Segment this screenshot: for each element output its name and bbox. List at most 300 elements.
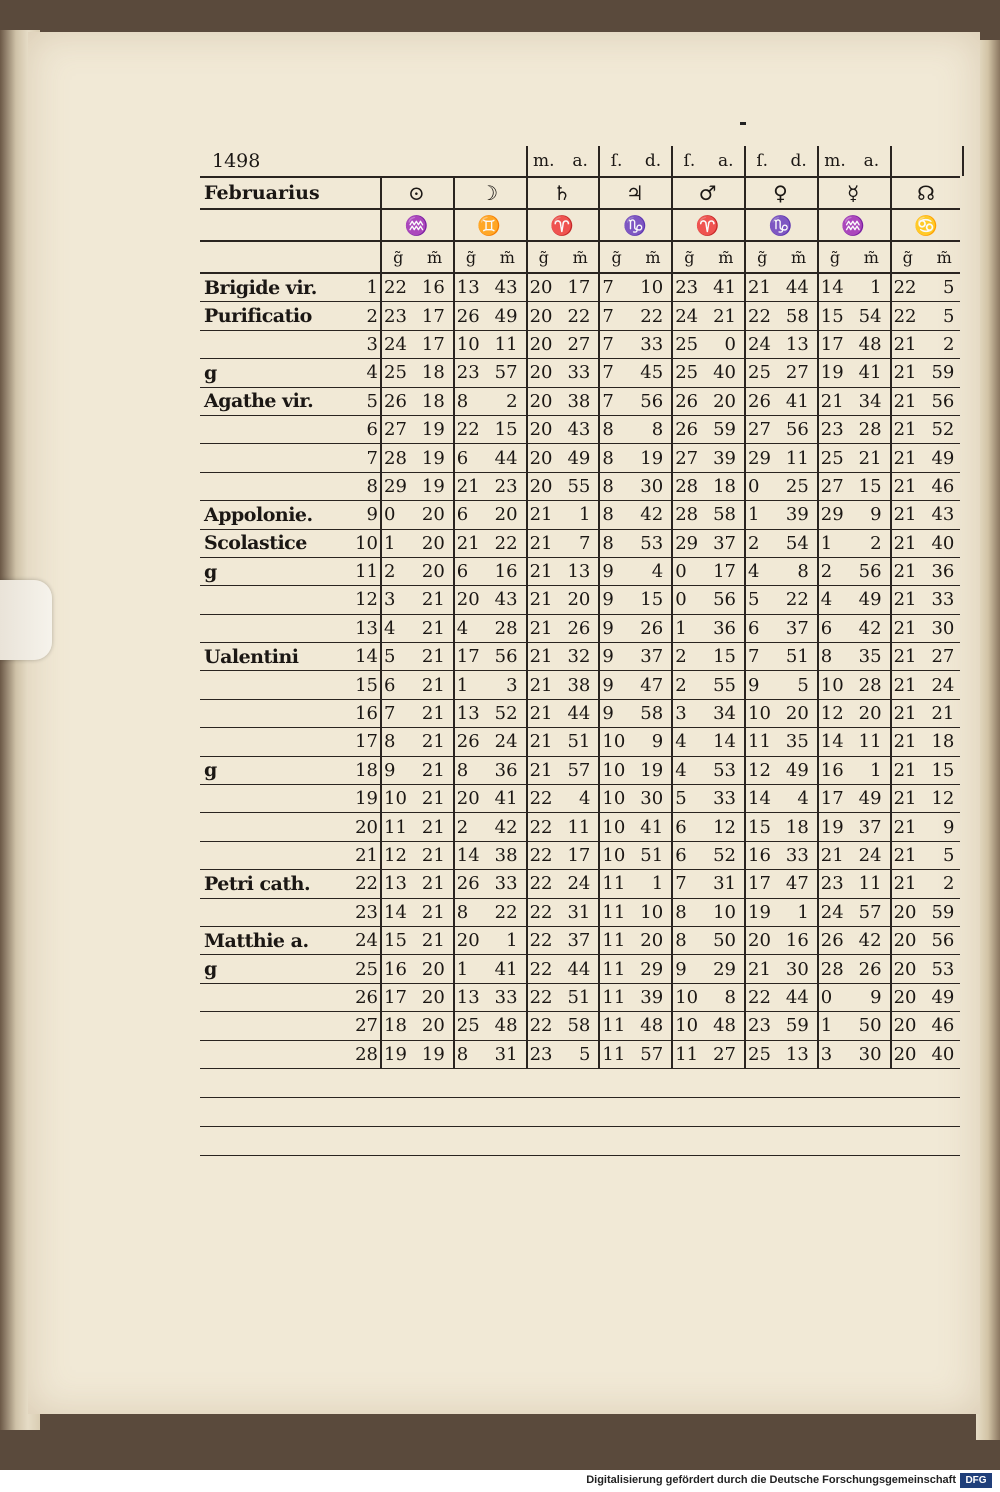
table-row bbox=[200, 785, 960, 813]
table-cell: 7 bbox=[602, 390, 614, 412]
table-cell: 15 bbox=[494, 419, 518, 441]
table-cell: 53 bbox=[931, 958, 955, 980]
table-cell: 23 bbox=[494, 475, 518, 497]
column-divider bbox=[817, 615, 819, 642]
table-cell: 49 bbox=[785, 759, 809, 781]
column-divider bbox=[453, 899, 455, 926]
column-divider bbox=[380, 501, 382, 528]
table-cell: 10 bbox=[602, 816, 626, 838]
table-cell: 41 bbox=[640, 816, 664, 838]
column-divider bbox=[671, 302, 673, 329]
column-divider bbox=[380, 671, 382, 698]
table-cell: 21 bbox=[529, 759, 553, 781]
table-row bbox=[200, 586, 960, 614]
table-cell: 39 bbox=[640, 986, 664, 1008]
table-cell: 12 bbox=[384, 845, 407, 866]
table-cell: 25 bbox=[456, 1015, 480, 1037]
table-cell: 47 bbox=[640, 674, 664, 696]
column-divider bbox=[671, 728, 673, 755]
table-cell: 7 bbox=[602, 305, 614, 327]
day-number: 2 bbox=[366, 305, 378, 327]
table-cell: 41 bbox=[713, 277, 736, 299]
table-cell: 8 bbox=[456, 1043, 469, 1065]
column-divider bbox=[453, 274, 455, 301]
table-cell: 44 bbox=[785, 986, 809, 1008]
table-cell: 21 bbox=[529, 561, 553, 583]
table-cell: 52 bbox=[713, 845, 736, 866]
table-cell: 0 bbox=[675, 589, 687, 611]
column-divider bbox=[890, 359, 892, 386]
column-divider bbox=[671, 785, 673, 812]
column-divider bbox=[890, 274, 892, 301]
column-divider bbox=[453, 870, 455, 897]
column-divider bbox=[744, 899, 746, 926]
table-cell: 9 bbox=[602, 646, 614, 668]
column-divider bbox=[890, 671, 892, 698]
table-cell: 22 bbox=[384, 277, 407, 299]
column-divider bbox=[526, 1012, 528, 1039]
column-divider bbox=[744, 615, 746, 642]
book-clasp bbox=[0, 580, 52, 660]
table-cell: 31 bbox=[567, 901, 591, 923]
column-divider bbox=[817, 927, 819, 954]
column-divider bbox=[453, 984, 455, 1011]
table-cell: 19 bbox=[421, 1043, 445, 1065]
table-cell: 21 bbox=[893, 504, 917, 526]
column-divider bbox=[671, 1041, 673, 1068]
table-cell: 34 bbox=[713, 703, 736, 725]
column-divider bbox=[453, 388, 455, 415]
table-cell: 8 bbox=[675, 930, 687, 952]
column-divider bbox=[744, 178, 746, 208]
table-cell: 20 bbox=[456, 589, 480, 611]
table-cell: 21 bbox=[421, 816, 445, 838]
day-number: 22 bbox=[355, 873, 378, 895]
column-divider bbox=[380, 785, 382, 812]
table-cell: 0 bbox=[675, 561, 687, 583]
column-divider bbox=[598, 700, 600, 727]
table-cell: 28 bbox=[858, 419, 882, 441]
table-cell: 21 bbox=[529, 617, 553, 639]
column-divider bbox=[890, 416, 892, 443]
table-cell: 2 bbox=[820, 561, 833, 583]
table-cell: 39 bbox=[785, 504, 809, 526]
table-cell: 25 bbox=[384, 362, 407, 384]
column-divider bbox=[380, 643, 382, 670]
table-cell: 14 bbox=[384, 901, 407, 923]
unit-label: m̃ bbox=[645, 247, 661, 267]
table-cell: 19 bbox=[640, 759, 664, 781]
column-divider bbox=[890, 473, 892, 500]
table-cell: 59 bbox=[785, 1015, 809, 1037]
table-cell: 0 bbox=[724, 333, 736, 355]
table-cell: 14 bbox=[748, 788, 771, 810]
column-divider bbox=[453, 615, 455, 642]
column-divider bbox=[890, 785, 892, 812]
table-cell: 1 bbox=[870, 277, 882, 299]
motion-label: d. bbox=[644, 151, 662, 171]
table-cell: 8 bbox=[384, 731, 396, 753]
table-cell: 20 bbox=[893, 930, 917, 952]
table-cell: 15 bbox=[931, 759, 955, 781]
table-cell: 20 bbox=[893, 901, 917, 923]
table-cell: 6 bbox=[456, 447, 469, 469]
table-cell: 10 bbox=[602, 788, 626, 810]
column-divider bbox=[817, 331, 819, 358]
table-cell: 20 bbox=[529, 362, 553, 384]
column-divider bbox=[598, 813, 600, 840]
unit-label: m̃ bbox=[863, 247, 879, 267]
unit-label: m̃ bbox=[936, 247, 952, 267]
column-divider bbox=[526, 530, 528, 557]
table-cell: 3 bbox=[384, 589, 396, 611]
column-divider bbox=[744, 359, 746, 386]
table-cell: 6 bbox=[456, 561, 469, 583]
column-divider bbox=[453, 501, 455, 528]
column-divider bbox=[526, 274, 528, 301]
column-divider bbox=[671, 842, 673, 869]
column-divider bbox=[671, 955, 673, 982]
table-cell: 19 bbox=[421, 447, 445, 469]
table-cell: 30 bbox=[640, 788, 664, 810]
column-divider bbox=[598, 444, 600, 471]
zodiac-sign: ♋ bbox=[914, 214, 938, 237]
blank-rows bbox=[200, 1069, 960, 1156]
table-cell: 21 bbox=[893, 390, 917, 412]
column-divider bbox=[453, 530, 455, 557]
table-cell: 58 bbox=[713, 504, 736, 526]
column-divider bbox=[744, 302, 746, 329]
table-cell: 1 bbox=[820, 1015, 833, 1037]
table-cell: 16 bbox=[494, 561, 518, 583]
column-divider bbox=[890, 444, 892, 471]
table-cell: 10 bbox=[456, 333, 480, 355]
table-row bbox=[200, 955, 960, 983]
table-cell: 24 bbox=[675, 305, 699, 327]
table-cell: 37 bbox=[785, 617, 809, 639]
table-cell: 17 bbox=[456, 646, 480, 668]
column-divider bbox=[526, 643, 528, 670]
table-row bbox=[200, 842, 960, 870]
table-row bbox=[200, 984, 960, 1012]
column-divider bbox=[817, 899, 819, 926]
table-cell: 15 bbox=[820, 305, 844, 327]
column-divider bbox=[526, 331, 528, 358]
column-divider bbox=[453, 210, 455, 240]
table-cell: 23 bbox=[456, 362, 480, 384]
table-cell: 20 bbox=[529, 390, 553, 412]
table-cell: 8 bbox=[456, 390, 469, 412]
table-cell: 7 bbox=[578, 532, 591, 554]
table-cell: 5 bbox=[942, 305, 955, 327]
table-row bbox=[200, 444, 960, 472]
table-cell: 20 bbox=[713, 390, 736, 412]
table-cell: 9 bbox=[870, 986, 882, 1008]
column-divider bbox=[817, 842, 819, 869]
table-cell: 49 bbox=[858, 788, 882, 810]
table-cell: 20 bbox=[893, 1015, 917, 1037]
column-divider bbox=[453, 444, 455, 471]
table-cell: 10 bbox=[748, 703, 771, 725]
column-divider bbox=[526, 870, 528, 897]
table-cell: 5 bbox=[748, 589, 760, 611]
table-cell: 51 bbox=[785, 646, 809, 668]
table-cell: 26 bbox=[675, 419, 699, 441]
column-divider bbox=[817, 586, 819, 613]
column-divider bbox=[453, 757, 455, 784]
table-cell: 10 bbox=[384, 788, 407, 810]
column-divider bbox=[817, 274, 819, 301]
column-divider bbox=[890, 1041, 892, 1068]
dfg-logo: DFG bbox=[960, 1473, 992, 1488]
table-cell: 29 bbox=[640, 958, 664, 980]
motion-label: ſ. bbox=[756, 151, 769, 171]
column-divider bbox=[890, 210, 892, 240]
table-cell: 56 bbox=[931, 390, 955, 412]
table-cell: 21 bbox=[421, 788, 445, 810]
table-cell: 24 bbox=[820, 901, 844, 923]
table-cell: 29 bbox=[713, 958, 736, 980]
column-divider bbox=[598, 274, 600, 301]
table-cell: 51 bbox=[567, 986, 591, 1008]
table-cell: 11 bbox=[602, 1015, 626, 1037]
table-cell: 54 bbox=[858, 305, 882, 327]
table-cell: 7 bbox=[384, 703, 396, 725]
table-cell: 19 bbox=[421, 419, 445, 441]
header-row-year bbox=[200, 146, 960, 178]
table-cell: 22 bbox=[529, 845, 553, 866]
table-cell: 35 bbox=[858, 646, 882, 668]
table-cell: 4 bbox=[820, 589, 833, 611]
column-divider bbox=[890, 728, 892, 755]
table-cell: 24 bbox=[567, 873, 591, 895]
day-number: 11 bbox=[355, 561, 378, 583]
column-divider bbox=[453, 785, 455, 812]
column-divider bbox=[526, 146, 528, 176]
table-cell: 20 bbox=[421, 958, 445, 980]
table-cell: 2 bbox=[675, 646, 687, 668]
table-cell: 23 bbox=[820, 419, 844, 441]
day-rows bbox=[200, 274, 960, 1069]
table-cell: 54 bbox=[785, 532, 809, 554]
table-cell: 46 bbox=[931, 475, 955, 497]
table-cell: 10 bbox=[640, 277, 664, 299]
column-divider bbox=[671, 416, 673, 443]
planet-symbol: ☽ bbox=[480, 181, 499, 205]
table-cell: 22 bbox=[529, 816, 553, 838]
table-cell: 10 bbox=[675, 1015, 699, 1037]
day-number: 14 bbox=[355, 646, 378, 668]
column-divider bbox=[526, 359, 528, 386]
table-cell: 14 bbox=[713, 731, 736, 753]
table-cell: 28 bbox=[675, 504, 699, 526]
column-divider bbox=[890, 178, 892, 208]
table-cell: 45 bbox=[640, 362, 664, 384]
table-cell: 21 bbox=[456, 532, 480, 554]
table-cell: 20 bbox=[858, 703, 882, 725]
day-number: 20 bbox=[355, 816, 378, 838]
column-divider bbox=[890, 813, 892, 840]
table-row bbox=[200, 813, 960, 841]
table-cell: 4 bbox=[651, 561, 664, 583]
table-cell: 20 bbox=[529, 475, 553, 497]
table-cell: 7 bbox=[602, 362, 614, 384]
table-cell: 33 bbox=[640, 333, 664, 355]
table-cell: 22 bbox=[529, 901, 553, 923]
table-cell: 8 bbox=[651, 419, 664, 441]
day-number: 25 bbox=[355, 958, 378, 980]
table-cell: 8 bbox=[820, 646, 833, 668]
saint-day-name: Petri cath. bbox=[204, 872, 311, 895]
table-cell: 4 bbox=[384, 617, 396, 639]
table-cell: 24 bbox=[858, 845, 882, 866]
saint-day-name: g bbox=[204, 560, 217, 583]
day-number: 6 bbox=[366, 419, 378, 441]
header-row-planets bbox=[200, 178, 960, 210]
column-divider bbox=[598, 473, 600, 500]
column-divider bbox=[380, 416, 382, 443]
column-divider bbox=[380, 728, 382, 755]
table-row bbox=[200, 274, 960, 302]
day-number: 12 bbox=[355, 589, 378, 611]
column-divider bbox=[453, 242, 455, 272]
table-cell: 21 bbox=[893, 362, 917, 384]
column-divider bbox=[526, 700, 528, 727]
column-divider bbox=[598, 955, 600, 982]
column-divider bbox=[380, 615, 382, 642]
table-cell: 24 bbox=[494, 731, 518, 753]
table-cell: 53 bbox=[640, 532, 664, 554]
zodiac-sign: ♑ bbox=[768, 214, 793, 237]
table-cell: 2 bbox=[456, 816, 469, 838]
table-cell: 16 bbox=[820, 759, 844, 781]
column-divider bbox=[453, 1041, 455, 1068]
table-cell: 21 bbox=[893, 447, 917, 469]
column-divider bbox=[380, 870, 382, 897]
motion-label: a. bbox=[718, 151, 734, 171]
column-divider bbox=[817, 700, 819, 727]
table-cell: 27 bbox=[384, 419, 407, 441]
column-divider bbox=[744, 242, 746, 272]
unit-label: g̃ bbox=[684, 247, 695, 267]
column-divider bbox=[453, 671, 455, 698]
column-divider bbox=[453, 473, 455, 500]
table-cell: 21 bbox=[713, 305, 736, 327]
table-cell: 20 bbox=[421, 1015, 445, 1037]
table-cell: 8 bbox=[456, 759, 469, 781]
table-cell: 19 bbox=[421, 475, 445, 497]
table-cell: 20 bbox=[529, 447, 553, 469]
column-divider bbox=[671, 671, 673, 698]
column-divider bbox=[671, 274, 673, 301]
motion-label: m. bbox=[533, 151, 555, 171]
table-cell: 53 bbox=[713, 759, 736, 781]
table-cell: 25 bbox=[748, 1043, 771, 1065]
table-cell: 50 bbox=[713, 930, 736, 952]
table-cell: 17 bbox=[713, 561, 736, 583]
table-cell: 35 bbox=[785, 731, 809, 753]
table-cell: 41 bbox=[494, 788, 518, 810]
table-cell: 10 bbox=[675, 986, 699, 1008]
table-cell: 26 bbox=[567, 617, 591, 639]
ink-dot bbox=[740, 122, 746, 125]
table-cell: 22 bbox=[640, 305, 664, 327]
table-cell: 21 bbox=[893, 788, 917, 810]
column-divider bbox=[817, 785, 819, 812]
table-cell: 51 bbox=[567, 731, 591, 753]
table-cell: 5 bbox=[578, 1043, 591, 1065]
table-row bbox=[200, 899, 960, 927]
table-cell: 21 bbox=[893, 475, 917, 497]
table-cell: 21 bbox=[421, 703, 445, 725]
table-cell: 1 bbox=[870, 759, 882, 781]
table-cell: 21 bbox=[893, 532, 917, 554]
column-divider bbox=[598, 146, 600, 176]
column-divider bbox=[380, 302, 382, 329]
table-cell: 21 bbox=[820, 390, 844, 412]
table-cell: 13 bbox=[785, 1043, 809, 1065]
table-cell: 37 bbox=[640, 646, 664, 668]
table-cell: 21 bbox=[893, 703, 917, 725]
planet-symbol: ♂ bbox=[698, 181, 717, 205]
column-divider bbox=[671, 558, 673, 585]
table-cell: 21 bbox=[858, 447, 882, 469]
table-cell: 14 bbox=[820, 277, 844, 299]
table-cell: 21 bbox=[421, 646, 445, 668]
table-cell: 55 bbox=[567, 475, 591, 497]
day-number: 27 bbox=[355, 1015, 378, 1037]
table-cell: 21 bbox=[893, 845, 917, 866]
column-divider bbox=[671, 870, 673, 897]
table-cell: 26 bbox=[675, 390, 699, 412]
column-divider bbox=[380, 210, 382, 240]
table-cell: 18 bbox=[931, 731, 955, 753]
header-row-units bbox=[200, 242, 960, 274]
column-divider bbox=[890, 530, 892, 557]
table-cell: 27 bbox=[748, 419, 771, 441]
column-divider bbox=[380, 984, 382, 1011]
column-divider bbox=[526, 302, 528, 329]
table-cell: 59 bbox=[931, 901, 955, 923]
table-row bbox=[200, 530, 960, 558]
table-cell: 7 bbox=[748, 646, 760, 668]
table-cell: 36 bbox=[494, 759, 518, 781]
column-divider bbox=[744, 927, 746, 954]
column-divider bbox=[744, 274, 746, 301]
header-row-signs bbox=[200, 210, 960, 242]
column-divider bbox=[380, 1012, 382, 1039]
column-divider bbox=[598, 210, 600, 240]
table-cell: 33 bbox=[494, 986, 518, 1008]
table-cell: 17 bbox=[384, 986, 407, 1008]
table-cell: 24 bbox=[384, 333, 407, 355]
table-cell: 21 bbox=[893, 589, 917, 611]
table-cell: 52 bbox=[931, 419, 955, 441]
table-cell: 27 bbox=[785, 362, 809, 384]
table-cell: 10 bbox=[602, 731, 626, 753]
table-row bbox=[200, 416, 960, 444]
column-divider bbox=[817, 242, 819, 272]
table-cell: 20 bbox=[748, 930, 771, 952]
table-cell: 57 bbox=[567, 759, 591, 781]
column-divider bbox=[671, 178, 673, 208]
table-cell: 27 bbox=[675, 447, 699, 469]
motion-label: m. bbox=[824, 151, 846, 171]
table-cell: 1 bbox=[456, 674, 469, 696]
column-divider bbox=[890, 302, 892, 329]
column-divider bbox=[744, 870, 746, 897]
column-divider bbox=[598, 927, 600, 954]
